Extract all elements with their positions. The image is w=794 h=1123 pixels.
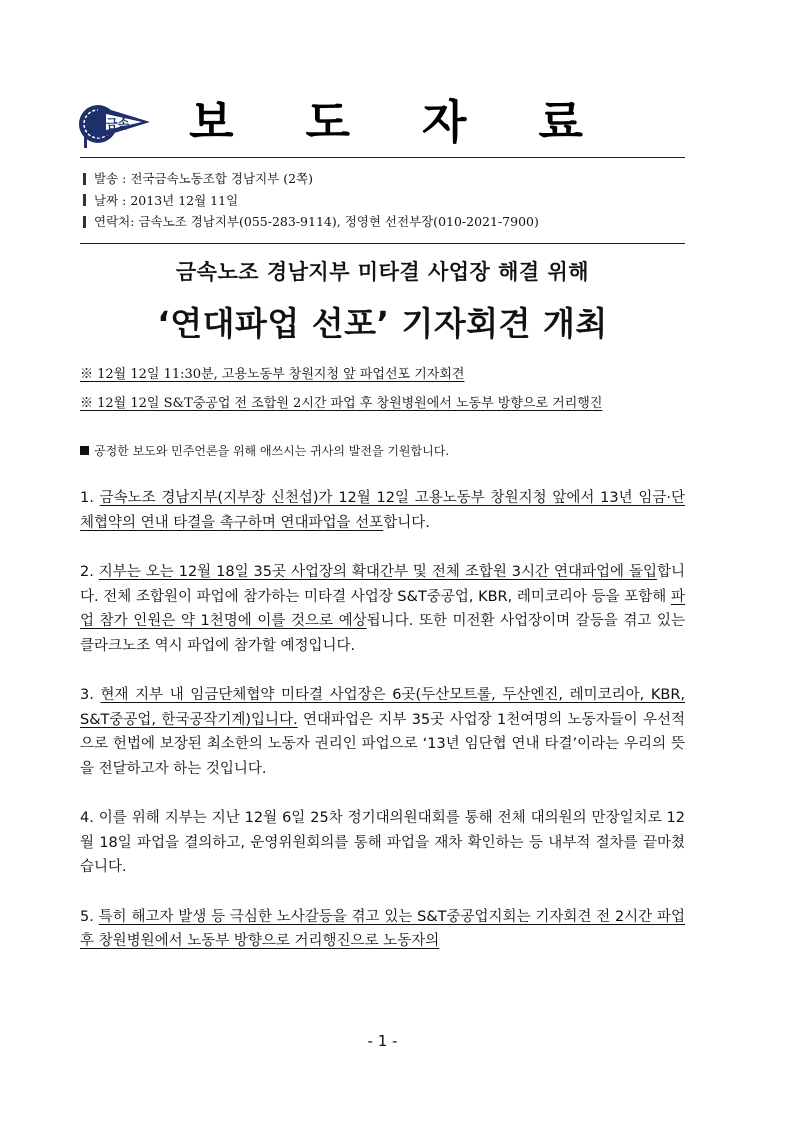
greeting-line xyxy=(80,442,685,459)
paragraph-text: 합니다. 전체 조합원이 파업에 참가하는 미타결 사업장 S&T중공업, KBR, 레미코리아 등을 포함해 xyxy=(80,564,685,605)
meta-bar-icon xyxy=(83,173,86,185)
meta-date-label: 날짜 : xyxy=(94,192,127,208)
divider-top xyxy=(80,157,685,158)
paragraph-text: 됩니다. 또한 미전환 사업장이며 갈등을 겪고 있는 클라크노조 역시 파업에 참가할 예정입니다. xyxy=(80,613,686,654)
meta-sender xyxy=(80,168,685,190)
note-item xyxy=(80,360,685,389)
meta-block xyxy=(80,168,685,233)
note-text: ※ 12월 12일 11:30분, 고용노동부 창원지청 앞 파업선포 기자회견 xyxy=(80,367,465,382)
paragraph-number: 1. xyxy=(80,490,94,506)
meta-bar-icon xyxy=(83,216,86,228)
notes-block xyxy=(80,360,685,418)
greeting-text: 공정한 보도와 민주언론을 위해 애쓰시는 귀사의 발전을 기원합니다. xyxy=(94,444,450,458)
headline-main: ‘연대파업 선포’ 기자회견 개최 xyxy=(157,304,608,343)
meta-date-value: 2013년 12월 11일 xyxy=(130,192,239,208)
svg-text:금속: 금속 xyxy=(106,117,130,131)
page-title: 보 도 자 료 xyxy=(189,95,611,149)
meta-contact xyxy=(80,211,685,233)
paragraph-text: 이를 위해 지부는 지난 12월 6일 25차 정기대의원대회를 통해 전체 대의원의 만장일치로 12월 18일 파업을 결의하고, 운영위원회의를 통해 파업을 재차 확인하는 등 내부적 절차를 끝마쳤습니다. xyxy=(80,810,685,875)
paragraph-3 xyxy=(80,683,685,781)
paragraph-underlined: 현재 지부 내 임금단체협약 미타결 사업장은 6곳(두산모트롤, 두산엔진, 레미코리아, KBR, S&T중공업, 한국공작기계)입니다. xyxy=(80,687,685,728)
headline-sub: 금속노조 경남지부 미타결 사업장 해결 위해 xyxy=(175,260,590,284)
union-logo xyxy=(76,92,156,152)
paragraph-underlined: 금속노조 경남지부(지부장 신천섭)가 12월 12일 고용노동부 창원지청 앞에서 13년 임금·단체협약의 연내 타결을 촉구하며 연대파업을 선포 xyxy=(80,490,685,531)
meta-contact-value: 금속노조 경남지부(055-283-9114), 정영현 선전부장(010-2021-7900) xyxy=(138,214,539,229)
paragraph-number: 3. xyxy=(80,687,94,703)
paragraph-2 xyxy=(80,560,685,658)
paragraph-underlined: 특히 해고자 발생 등 극심한 노사갈등을 겪고 있는 S&T중공업지회는 기자회견 전 2시간 파업 후 창원병원에서 노동부 방향으로 거리행진으로 노동자의 xyxy=(80,908,685,949)
paragraph-number: 4. xyxy=(80,810,94,826)
paragraph-underlined: 지부는 오는 12월 18일 35곳 사업장의 확대간부 및 전체 조합원 3시간 연대파업에 돌입 xyxy=(98,564,657,580)
page-number: - 1 - xyxy=(367,1032,398,1050)
paragraph-number: 2. xyxy=(80,564,94,580)
square-bullet-icon xyxy=(80,446,89,455)
meta-sender-label: 발송 : xyxy=(94,171,127,186)
paragraph-underlined: 파업 참가 인원은 약 1천명에 이를 것으로 예상 xyxy=(80,588,685,629)
paragraph-number: 5. xyxy=(80,908,94,925)
meta-bar-icon xyxy=(83,194,86,206)
paragraph-text: 합니다. xyxy=(383,514,430,531)
meta-date xyxy=(80,190,685,212)
divider-bottom xyxy=(80,243,685,244)
note-text: ※ 12월 12일 S&T중공업 전 조합원 2시간 파업 후 창원병원에서 노동부 방향으로 거리행진 xyxy=(80,396,603,411)
paragraph-4 xyxy=(80,806,685,880)
meta-sender-value: 전국금속노동조합 경남지부 (2쪽) xyxy=(130,171,313,186)
note-item xyxy=(80,389,685,418)
meta-contact-label: 연락처: xyxy=(94,214,135,229)
paragraph-1 xyxy=(80,486,685,535)
paragraph-text: 연대파업은 지부 35곳 사업장 1천여명의 노동자들이 우선적으로 헌법에 보장된 최소한의 노동자 권리인 파업으로 ‘13년 임단협 연내 타결’이라는 우리의 뜻을 전달하고자 하는 것입니다. xyxy=(80,711,685,777)
paragraph-5 xyxy=(80,905,685,954)
body-text xyxy=(80,486,685,979)
